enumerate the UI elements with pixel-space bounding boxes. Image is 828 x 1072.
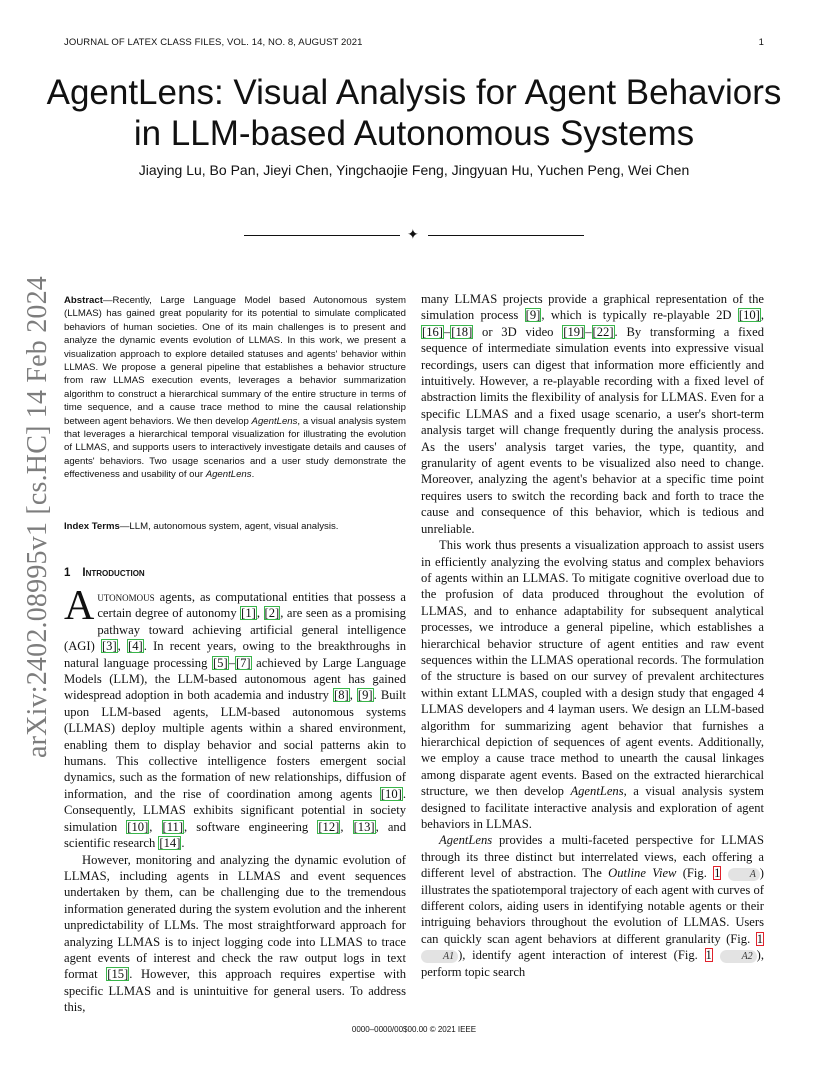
journal-name: JOURNAL OF LATEX CLASS FILES, VOL. 14, NO. 8, AUGUST 2021 <box>64 37 363 48</box>
system-name: AgentLens <box>251 415 298 427</box>
index-terms: Index Terms—LLM, autonomous system, agent, visual analysis. <box>64 521 339 532</box>
citation-link[interactable]: [22] <box>592 324 614 339</box>
title-divider <box>244 228 584 242</box>
citation-link[interactable]: [14] <box>159 836 181 851</box>
intro-paragraph-1: Autonomous agents, as computational entities that possess a certain degree of autonomy [1], [2], are seen as a promising pathway toward achieving artificial general intelligence (AGI) [3], [4]. In recent years, owing to the breakthroughs in natural language processing [5]–[7] achieved by Large Language Models (LLM), the LLM-based autonomous agent has gained widespread adoption in both academia and industry [8], [9]. Built upon LLM-based agents, LLM-based autonomous systems (LLMAS) deploy multiple agents within a shared environment, enabling them to display behavior and social patterns akin to humans. This collective intelligence fosters emergent social dynamics, such as the formation of new relationships, diffusion of information, and the rise of coordination among agents [10]. Consequently, LLMAS exhibits significant potential in society simulation [10], [11], software engineering [12], [13], and scientific research [14]. <box>64 583 407 851</box>
figure-link[interactable]: 1 <box>705 948 712 963</box>
page-number: 1 <box>758 37 764 48</box>
citation-link[interactable]: [2] <box>264 606 280 621</box>
citation-link[interactable]: [19] <box>563 324 585 339</box>
left-column-body <box>64 583 407 1016</box>
system-name: AgentLens <box>205 469 252 481</box>
divider-line-right <box>428 235 584 236</box>
system-name: AgentLens <box>570 784 624 799</box>
divider-star-icon: ✦ <box>407 228 419 243</box>
right-paragraph-2: This work thus presents a visualization approach to assist users in efficiently analyzing the evolving status and complex behaviors of agents within an LLMAS. To mitigate cognitive overload due to the profusion of data produced throughout the evolution of LLMAS, and to enhance adaptability for subsequent analytical processes, we introduce a general pipeline, which establishes a hierarchical behavior structure of agent entities and raw event sequences within the LLMAS operational records. The formulation of the structure is based on our survey of prevalent architectures within extant LLMAS, coupled with a design study that engaged 4 LLMAS developers and 4 layman users. We design an LLM-based algorithm for summarizing agent behavior that furnishes a hierarchical depiction of sequences of agent events. Additionally, we employ a cause trace method to unearth the causal linkages among disparate agent events. Based on the extracted hierarchical structure, we then develop AgentLens, a visual analysis system designed to facilitate interactive analysis and exploration of agent behaviors in LLMAS. <box>421 538 764 831</box>
figure-link[interactable]: 1 <box>756 931 763 946</box>
citation-link[interactable]: [16] <box>422 324 443 339</box>
citation-link[interactable]: [12] <box>318 819 340 834</box>
copyright-footer: 0000–0000/00$00.00 © 2021 IEEE <box>351 1025 477 1034</box>
citation-link[interactable]: [4] <box>128 639 143 654</box>
citation-link[interactable]: [3] <box>101 639 117 654</box>
section-title: Introduction <box>82 567 145 579</box>
citation-link[interactable]: [8] <box>334 688 349 703</box>
citation-link[interactable]: [9] <box>525 308 541 323</box>
view-name: Outline View <box>608 866 677 881</box>
section-number: 1 <box>64 567 71 579</box>
citation-link[interactable]: [10] <box>127 819 149 834</box>
drop-cap: A <box>64 583 95 629</box>
citation-link[interactable]: [9] <box>357 688 373 703</box>
intro-paragraph-2: However, monitoring and analyzing the dynamic evolution of LLMAS, including agents in LLMAS and event sequences undertaken by them, can be challenging due to the tremendous information generated during the system evolution and the inherent unpredictability of LLMs. The most straightforward approach for analyzing LLMAS is to inject logging code into LLMAS to trace agent events of interest and check the raw output logs in text format [15]. However, this approach requires expertise with specific LLMAS and is unintuitive for general users. To address this, <box>64 852 407 1015</box>
divider-line-left <box>244 235 400 236</box>
citation-link[interactable]: [18] <box>451 324 473 339</box>
citation-link[interactable]: [11] <box>162 819 184 834</box>
citation-link[interactable]: [10] <box>380 786 402 801</box>
right-column-body <box>421 291 764 980</box>
abstract: Abstract—Recently, Large Language Model based Autonomous system (LLMAS) has gained great popularity for its potential to simulate complicated behaviors of human societies. One of its main challenges is to present and analyze the dynamic events evolution of LLMAS. In this work, we present a visualization approach to explore detailed statuses and agents' behavior within LLMAS. We propose a general pipeline that establishes a behavior structure from raw LLMAS execution events, leverages a behavior summarization algorithm to construct a hierarchical summary of the entire structure in terms of time sequence, and a cause trace method to mine the causal relationship between agent behaviors. We then develop AgentLens, a visual analysis system that leverages a hierarchical temporal visualization for illustrating the evolution of LLMAS, and supports users to interactively investigate details and causes of agents' behaviors. Two usage scenarios and a user study demonstrate the effectiveness and usability of our AgentLens. <box>64 295 406 481</box>
abstract-label: Abstract <box>64 295 103 306</box>
view-badge: A <box>728 868 760 881</box>
view-badge: A1 <box>421 950 458 963</box>
citation-link[interactable]: [13] <box>353 819 375 834</box>
right-paragraph-3: AgentLens provides a multi-faceted perspective for LLMAS through its three distinct but interrelated views, each offering a different level of abstraction. The Outline View (Fig. 1 A ) illustrates the spatiotemporal trajectory of each agent with curves of different colors, aiding users in identifying notable agents or their intriguing behaviors throughout the evolution of LLMAS. Users can quickly scan agent behaviors at different granularity (Fig. 1 A1 ), identify agent interaction of interest (Fig. 1 A2 ), perform topic search <box>421 833 765 979</box>
view-badge: A2 <box>720 950 757 963</box>
author-list: Jiaying Lu, Bo Pan, Jieyi Chen, Yingchaojie Feng, Jingyuan Hu, Yuchen Peng, Wei Chen <box>138 162 690 178</box>
system-name: AgentLens <box>439 833 493 848</box>
citation-link[interactable]: [1] <box>241 606 256 621</box>
citation-link[interactable]: [15] <box>107 967 129 982</box>
right-paragraph-1: many LLMAS projects provide a graphical representation of the simulation process [9], which is typically re-playable 2D [10], [16]–[18] or 3D video [19]–[22]. By transforming a fixed sequence of intermediate simulation events into expressive visual recordings, users can digest that information more efficiently and intuitively. However, a re-playable recording with a fixed level of abstraction limits the flexibility of analysis for LLMAS. Even for a specific LLMAS and a fixed usage scenario, a user's short-term analysis target will change frequently during the analysis process. As the users' analysis target varies, the type, quantity, and granularity of agent events to be visualized also need to change. Moreover, analyzing the agent's behavior at a specific time point requires users to switch the recording back and forth to trace the cause and consequence of this behavior, which is tedious and unreliable. <box>421 292 765 536</box>
arxiv-stamp <box>22 275 62 758</box>
running-header <box>64 37 764 51</box>
citation-link[interactable]: [5] <box>212 655 228 670</box>
citation-link[interactable]: [10] <box>738 308 760 323</box>
figure-link[interactable]: 1 <box>714 866 721 881</box>
paper-title: AgentLens: Visual Analysis for Agent Behaviors in LLM-based Autonomous Systems <box>46 73 782 153</box>
citation-link[interactable]: [7] <box>235 655 251 670</box>
arxiv-stamp-text: arXiv:2402.08995v1 [cs.HC] 14 Feb 2024 <box>22 275 53 758</box>
section-heading <box>64 567 406 579</box>
index-terms-label: Index Terms <box>64 521 120 532</box>
